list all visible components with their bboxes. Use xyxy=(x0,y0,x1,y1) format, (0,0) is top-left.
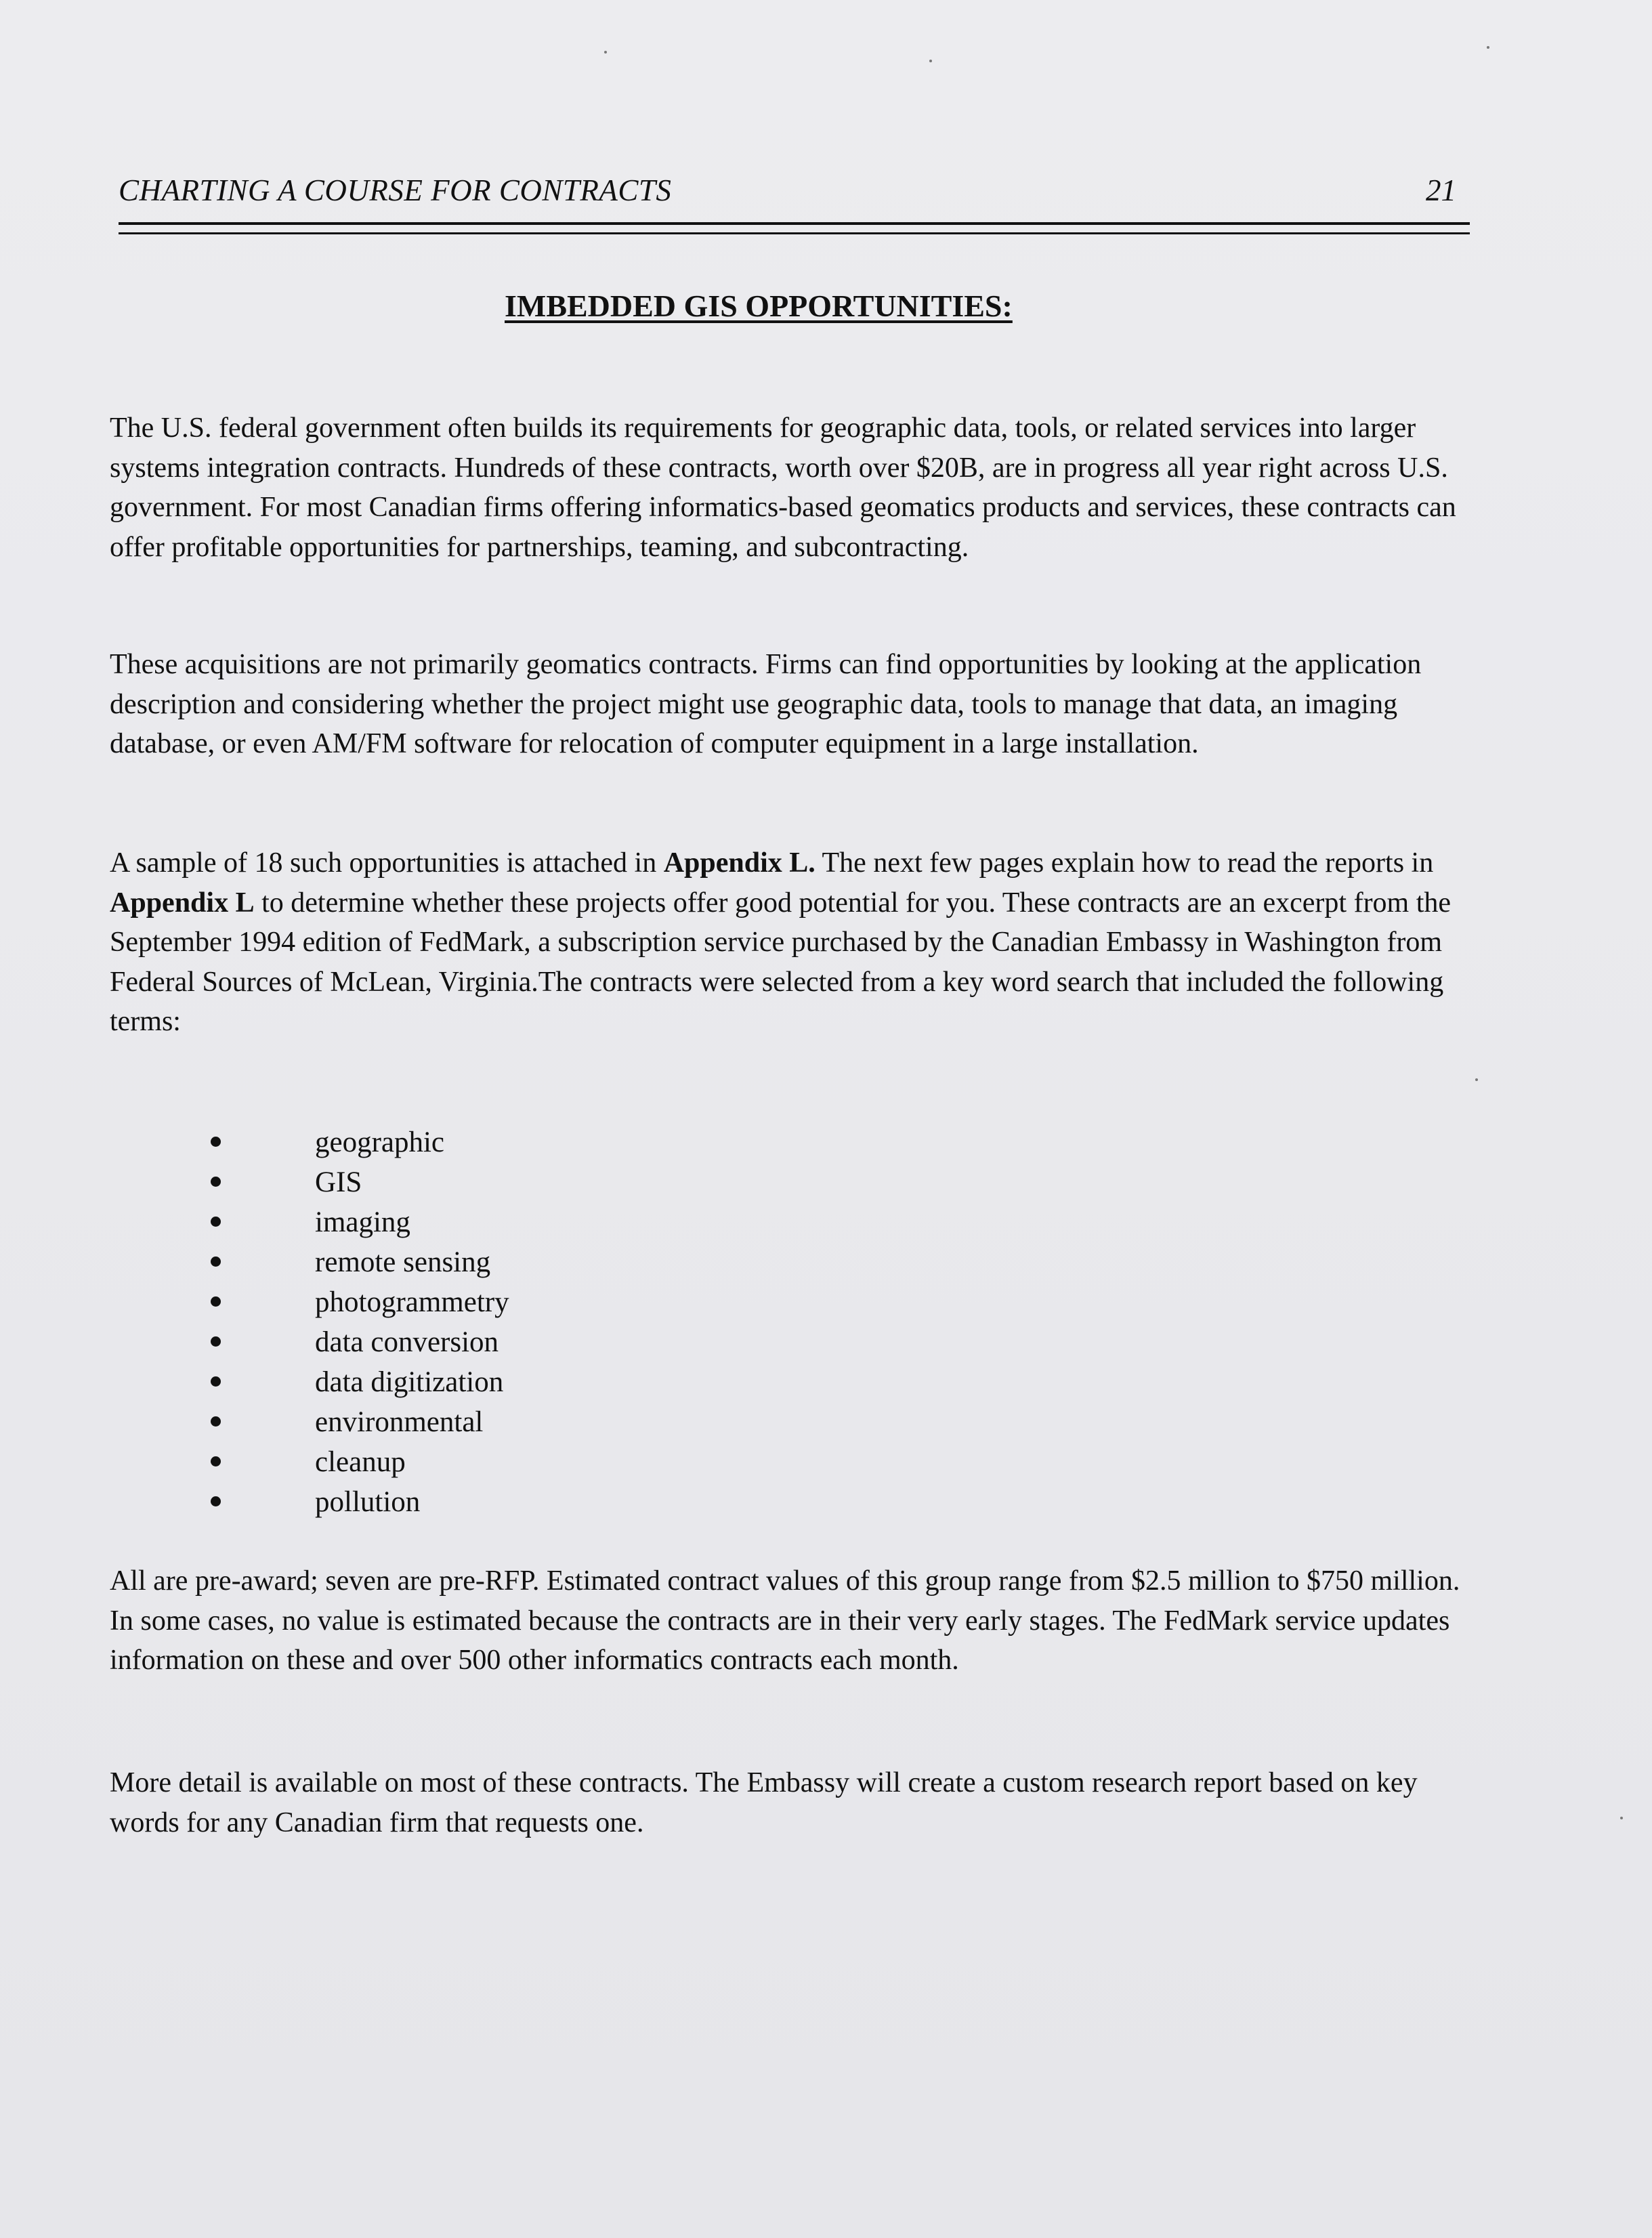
scan-speck xyxy=(1487,46,1489,49)
search-term: environmental xyxy=(315,1406,484,1438)
bullet-icon xyxy=(211,1496,221,1506)
paragraph-appendix xyxy=(110,843,1471,1042)
bullet-icon xyxy=(211,1416,221,1427)
appendix-text-1: A sample of 18 such opportunities is attached in xyxy=(110,847,664,879)
paragraph-more-detail: More detail is available on most of these contracts. The Embassy will create a custom research report based on key words for any Canadian firm that requests one. xyxy=(110,1767,1418,1838)
list-item xyxy=(203,1322,509,1362)
header-rule-bottom xyxy=(119,232,1470,234)
scan-speck xyxy=(1475,1078,1478,1081)
appendix-text-2: The next few pages explain how to read the reports in xyxy=(815,847,1434,879)
page-header xyxy=(119,173,1456,213)
running-title: CHARTING A COURSE FOR CONTRACTS xyxy=(119,173,672,207)
header-rule-top xyxy=(119,222,1470,225)
bullet-icon xyxy=(211,1177,221,1187)
search-term: cleanup xyxy=(315,1446,406,1478)
list-item xyxy=(203,1442,509,1482)
search-term: pollution xyxy=(315,1486,421,1518)
list-item xyxy=(203,1242,509,1282)
paragraph-intro: The U.S. federal government often builds its requirements for geographic data, tools, or related services into larger systems integration contracts. Hundreds of these contracts, worth over $20B, are in progress all year right across U.S. government. For most Canadian firms offering informatics-based geomatics products and services, these contracts can offer profitable opportunities for partnerships, teaming, and subcontracting. xyxy=(110,413,1456,563)
search-term: photogrammetry xyxy=(315,1286,509,1318)
page-number: 21 xyxy=(1426,173,1456,207)
appendix-reference: Appendix L xyxy=(110,887,255,919)
bullet-icon xyxy=(211,1217,221,1227)
list-item xyxy=(203,1282,509,1322)
appendix-text-3: to determine whether these projects offer good potential for you. These contracts are an excerpt from the September 1994 edition of FedMark, a subscription service purchased by the Canadian Embassy in Washington from Federal Sources of McLean, Virginia.The contracts were selected from a key word search that included the following terms: xyxy=(110,887,1452,1037)
paragraph-acquisitions: These acquisitions are not primarily geomatics contracts. Firms can find opportunities by looking at the application description and considering whether the project might use geographic data, tools to manage that data, an imaging database, or even AM/FM software for relocation of computer equipment in a large installation. xyxy=(110,649,1422,759)
section-title: IMBEDDED GIS OPPORTUNITIES: xyxy=(505,289,1013,323)
bullet-icon xyxy=(211,1296,221,1307)
scan-speck xyxy=(604,51,607,54)
list-item xyxy=(203,1402,509,1442)
list-item xyxy=(203,1202,509,1242)
paragraph-summary: All are pre-award; seven are pre-RFP. Estimated contract values of this group range from $2.5 million to $750 million. In some cases, no value is estimated because the contracts are in their very early stages. The FedMark service updates information on these and over 500 other informatics contracts each month. xyxy=(110,1565,1460,1676)
list-item xyxy=(203,1122,509,1162)
list-item xyxy=(203,1362,509,1402)
bullet-icon xyxy=(211,1456,221,1466)
appendix-reference: Appendix L. xyxy=(663,847,816,879)
bullet-icon xyxy=(211,1336,221,1347)
search-term: data digitization xyxy=(315,1366,504,1398)
search-term: imaging xyxy=(315,1206,410,1238)
scan-speck xyxy=(1620,1817,1623,1819)
search-terms-list xyxy=(203,1122,509,1522)
bullet-icon xyxy=(211,1137,221,1147)
search-term: remote sensing xyxy=(315,1246,491,1278)
list-item xyxy=(203,1162,509,1202)
list-item xyxy=(203,1482,509,1522)
bullet-icon xyxy=(211,1257,221,1267)
search-term: geographic xyxy=(315,1126,445,1158)
bullet-icon xyxy=(211,1376,221,1387)
scan-speck xyxy=(929,60,932,62)
search-term: GIS xyxy=(315,1166,362,1198)
search-term: data conversion xyxy=(315,1326,499,1358)
